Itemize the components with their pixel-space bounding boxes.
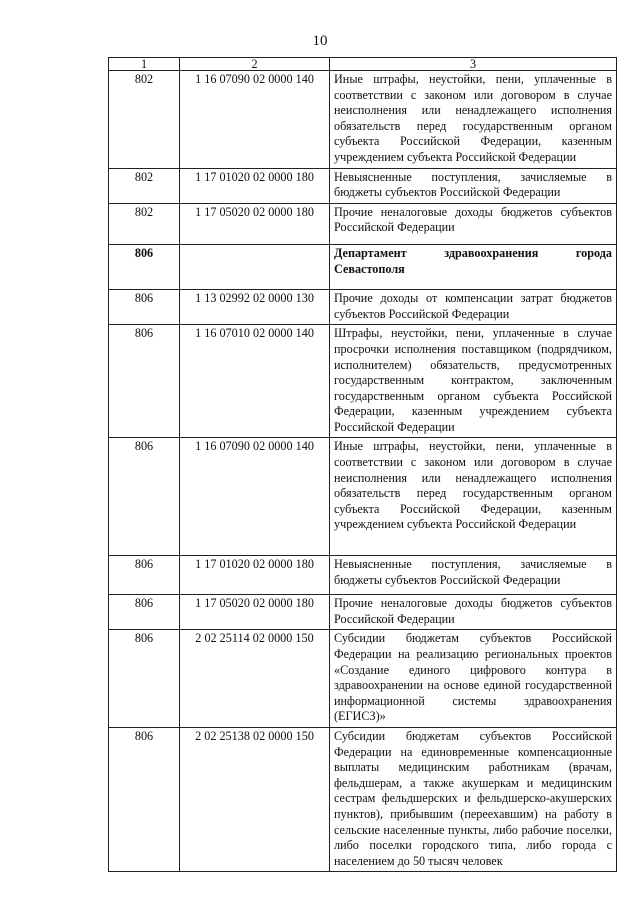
admin-code-cell: 806	[109, 438, 180, 556]
admin-code-cell: 806	[109, 244, 180, 289]
income-code-cell: 2 02 25138 02 0000 150	[180, 727, 330, 871]
admin-code-cell: 806	[109, 556, 180, 595]
table-row	[109, 325, 617, 438]
column-header-3: 3	[330, 58, 617, 71]
table-header-row	[109, 58, 617, 71]
income-name-cell: Иные штрафы, неустойки, пени, уплаченные в соответствии с законом или договором в случае неисполнения или ненадлежащего исполнения обязательств перед государственным органом субъекта Российской Федерации, казенным учреждением субъекта Российской Федерации	[330, 438, 617, 556]
table-row	[109, 71, 617, 169]
admin-code-cell: 806	[109, 630, 180, 728]
table-row	[109, 595, 617, 630]
income-name-cell: Субсидии бюджетам субъектов Российской Федерации на единовременные компенсационные выплаты медицинским работникам (врачам, фельдшерам, а также акушеркам и медицинским сестрам фельдшерских и фельдшерско-акушерских пунктов), прибывшим (переехавшим) на работу в сельские населенные пункты, либо рабочие поселки, либо поселки городского типа, либо города с населением до 50 тысяч человек	[330, 727, 617, 871]
income-name-cell: Субсидии бюджетам субъектов Российской Федерации на реализацию региональных проектов «Создание единого цифрового контура в здравоохранении на основе единой государственной информационной системы здравоохранения (ЕГИСЗ)»	[330, 630, 617, 728]
admin-code-cell: 802	[109, 71, 180, 169]
table-row	[109, 438, 617, 556]
admin-code-cell: 802	[109, 203, 180, 244]
income-code-cell: 1 17 05020 02 0000 180	[180, 595, 330, 630]
income-name-cell: Невыясненные поступления, зачисляемые в бюджеты субъектов Российской Федерации	[330, 556, 617, 595]
admin-code-cell: 806	[109, 325, 180, 438]
table-row	[109, 290, 617, 325]
page-number: 10	[312, 33, 328, 49]
income-name-cell: Прочие неналоговые доходы бюджетов субъектов Российской Федерации	[330, 203, 617, 244]
table-row	[109, 630, 617, 728]
table-row	[109, 556, 617, 595]
income-code-cell: 1 17 01020 02 0000 180	[180, 168, 330, 203]
admin-code-cell: 802	[109, 168, 180, 203]
income-code-cell: 2 02 25114 02 0000 150	[180, 630, 330, 728]
income-code-cell: 1 16 07090 02 0000 140	[180, 71, 330, 169]
income-name-cell: Департамент здравоохранения города Севастополя	[330, 244, 617, 289]
admin-code-cell: 806	[109, 290, 180, 325]
admin-code-cell: 806	[109, 595, 180, 630]
table-row	[109, 203, 617, 244]
table-row	[109, 244, 617, 289]
income-code-cell: 1 13 02992 02 0000 130	[180, 290, 330, 325]
table-row	[109, 727, 617, 871]
income-name-cell: Прочие доходы от компенсации затрат бюджетов субъектов Российской Федерации	[330, 290, 617, 325]
income-code-cell: 1 17 05020 02 0000 180	[180, 203, 330, 244]
admin-code-cell: 806	[109, 727, 180, 871]
income-name-cell: Штрафы, неустойки, пени, уплаченные в случае просрочки исполнения поставщиком (подрядчиком, исполнителем) обязательств, предусмотренных государственным контрактом, заключенным государственным органом субъекта Российской Федерации, казенным учреждением субъекта Российской Федерации	[330, 325, 617, 438]
table-row	[109, 168, 617, 203]
income-name-cell: Невыясненные поступления, зачисляемые в бюджеты субъектов Российской Федерации	[330, 168, 617, 203]
income-code-cell: 1 16 07010 02 0000 140	[180, 325, 330, 438]
income-name-cell: Иные штрафы, неустойки, пени, уплаченные в соответствии с законом или договором в случае неисполнения или ненадлежащего исполнения обязательств перед государственным органом субъекта Российской Федерации, казенным учреждением субъекта Российской Федерации	[330, 71, 617, 169]
column-header-1: 1	[109, 58, 180, 71]
income-code-cell: 1 16 07090 02 0000 140	[180, 438, 330, 556]
column-header-2: 2	[180, 58, 330, 71]
income-name-cell: Прочие неналоговые доходы бюджетов субъектов Российской Федерации	[330, 595, 617, 630]
income-codes-table	[108, 57, 617, 872]
income-code-cell	[180, 244, 330, 289]
income-code-cell: 1 17 01020 02 0000 180	[180, 556, 330, 595]
